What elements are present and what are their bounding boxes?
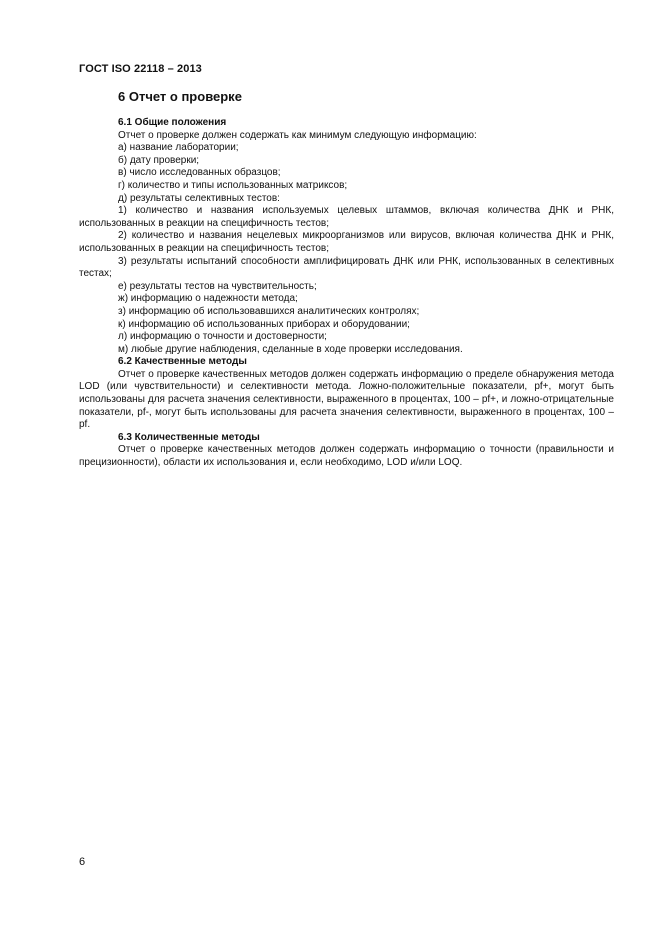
list-item: м) любые другие наблюдения, сделанные в ходе проверки исследования.: [118, 343, 463, 355]
subsection-heading-6-3: 6.3 Количественные методы: [118, 431, 260, 443]
section-title: 6 Отчет о проверке: [118, 89, 242, 104]
list-item: л) информацию о точности и достоверности;: [118, 331, 327, 343]
list-item: ж) информацию о надежности метода;: [118, 293, 298, 305]
document-header: ГОСТ ISO 22118 – 2013: [79, 63, 202, 75]
list-item: г) количество и типы использованных матриксов;: [118, 179, 348, 191]
list-item: а) название лаборатории;: [118, 142, 239, 154]
list-item: 2) количество и названия нецелевых микроорганизмов или вирусов, включая количества ДНК и РНК, использованных в реакции на специфичность тестов;: [79, 230, 614, 254]
subsection-heading-6-2: 6.2 Качественные методы: [118, 356, 247, 368]
paragraph-intro: Отчет о проверке должен содержать как минимум следующую информацию:: [118, 129, 477, 141]
subsection-heading-6-1: 6.1 Общие положения: [118, 117, 227, 128]
list-item: 3) результаты испытаний способности амплифицировать ДНК или РНК, использованных в селективных тестах;: [79, 255, 614, 280]
list-item: в) число исследованных образцов;: [118, 167, 281, 179]
paragraph-qualitative: Отчет о проверке качественных методов должен содержать информацию о пределе обнаружения метода LOD (или чувствительности) и селективности метода. Ложно-положительные показатели, pf+, могут быть использованы для расчета значения селективности, выраженного в процентах, 100 – pf+, и ложно-отрицательные показатели, pf-, могут быть использованы для расчета значения селективности, выраженного в процентах, 100 – pf.: [79, 368, 614, 431]
list-item: б) дату проверки;: [118, 154, 200, 166]
list-item: к) информацию об использованных приборах и оборудовании;: [118, 318, 410, 330]
list-item: е) результаты тестов на чувствительность;: [118, 280, 317, 292]
section-content: [79, 117, 614, 470]
paragraph-quantitative: Отчет о проверке качественных методов должен содержать информацию о точности (правильности и прецизионности), области их использования и, если необходимо, LOD и/или LOQ.: [79, 444, 614, 469]
list-item: з) информацию об использовавшихся аналитических контролях;: [118, 305, 420, 317]
list-item: д) результаты селективных тестов:: [118, 192, 280, 204]
page-number: 6: [79, 856, 86, 868]
list-item: 1) количество и названия используемых целевых штаммов, включая количества ДНК и РНК, использованных в реакции на специфичность тестов;: [79, 205, 614, 229]
